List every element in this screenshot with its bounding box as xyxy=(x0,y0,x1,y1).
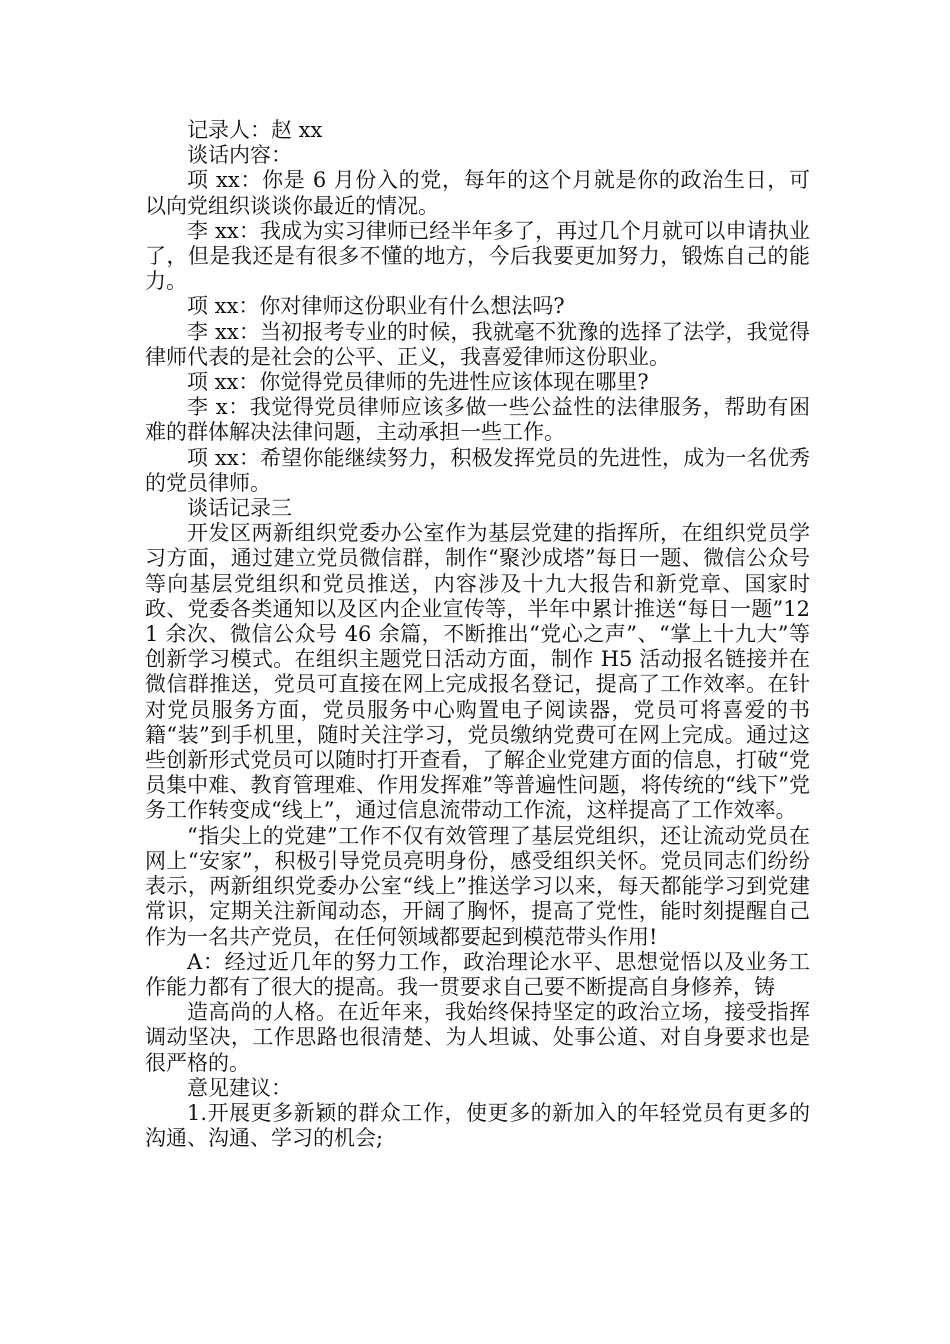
paragraph: 李 x：我觉得党员律师应该多做一些公益性的法律服务，帮助有困难的群体解决法律问题，主动承担一些工作。 xyxy=(145,395,810,445)
document-page xyxy=(145,118,810,1151)
paragraph: 造高尚的人格。在近年来，我始终保持坚定的政治立场，接受指挥调动坚决，工作思路也很清楚、为人坦诚、处事公道、对自身要求也是很严格的。 xyxy=(145,1000,810,1075)
section-heading: 谈话记录三 xyxy=(187,496,292,521)
paragraph: “指尖上的党建”工作不仅有效管理了基层党组织，还让流动党员在网上“安家”，积极引导党员亮明身份，感受组织关怀。党员同志们纷纷表示，两新组织党委办公室“线上”推送学习以来，每天都能学习到党建常识，定期关注新闻动态，开阔了胸怀，提高了党性，能时刻提醒自己作为一名共产党员，在任何领域都要起到模范带头作用! xyxy=(145,823,810,949)
paragraph: 李 xx：我成为实习律师已经半年多了，再过几个月就可以申请执业了，但是我还是有很多不懂的地方，今后我要更加努力，锻炼自己的能力。 xyxy=(145,218,810,294)
paragraph: 项 xx：你对律师这份职业有什么想法吗? xyxy=(187,294,565,319)
paragraph: 项 xx：你是 6 月份入的党，每年的这个月就是你的政治生日，可以向党组织谈谈你最近的情况。 xyxy=(145,168,810,218)
suggestions-heading: 意见建议： xyxy=(187,1075,292,1100)
paragraph: 李 xx：当初报考专业的时候，我就毫不犹豫的选择了法学，我觉得律师代表的是社会的公平、正义，我喜爱律师这份职业。 xyxy=(145,319,810,369)
paragraph: 开发区两新组织党委办公室作为基层党建的指挥所，在组织党员学习方面，通过建立党员微信群，制作“聚沙成塔”每日一题、微信公众号等向基层党组织和党员推送，内容涉及十九大报告和新党章、国家时政、党委各类通知以及区内企业宣传等，半年中累计推送“每日一题”121 余次、微信公众号 46 余篇，不断推出“党心之声”、“掌上十九大”等创新学习模式。在组织主题党日活动方面，制作 H5 活动报名链接并在微信群推送，党员可直接在网上完成报名登记，提高了工作效率。在针对党员服务方面，党员服务中心购置电子阅读器，党员可将喜爱的书籍“装”到手机里，随时关注学习，党员缴纳党费可在网上完成。通过这些创新形式党员可以随时打开查看，了解企业党建方面的信息，打破“党员集中难、教育管理难、作用发挥难”等普遍性问题，将传统的“线下”党务工作转变成“线上”，通过信息流带动工作流，这样提高了工作效率。 xyxy=(145,521,810,823)
suggestion-item: 1.开展更多新颖的群众工作，使更多的新加入的年轻党员有更多的沟通、沟通、学习的机会; xyxy=(145,1100,810,1151)
paragraph: A：经过近几年的努力工作，政治理论水平、思想觉悟以及业务工作能力都有了很大的提高。我一贯要求自己要不断提高自身修养，铸 xyxy=(145,949,810,999)
paragraph: 项 xx：希望你能继续努力，积极发挥党员的先进性，成为一名优秀的党员律师。 xyxy=(145,445,810,495)
conversation-heading: 谈话内容： xyxy=(187,143,292,168)
recorder-line: 记录人：赵 xx xyxy=(187,118,323,142)
paragraph: 项 xx：你觉得党员律师的先进性应该体现在哪里? xyxy=(187,370,649,395)
